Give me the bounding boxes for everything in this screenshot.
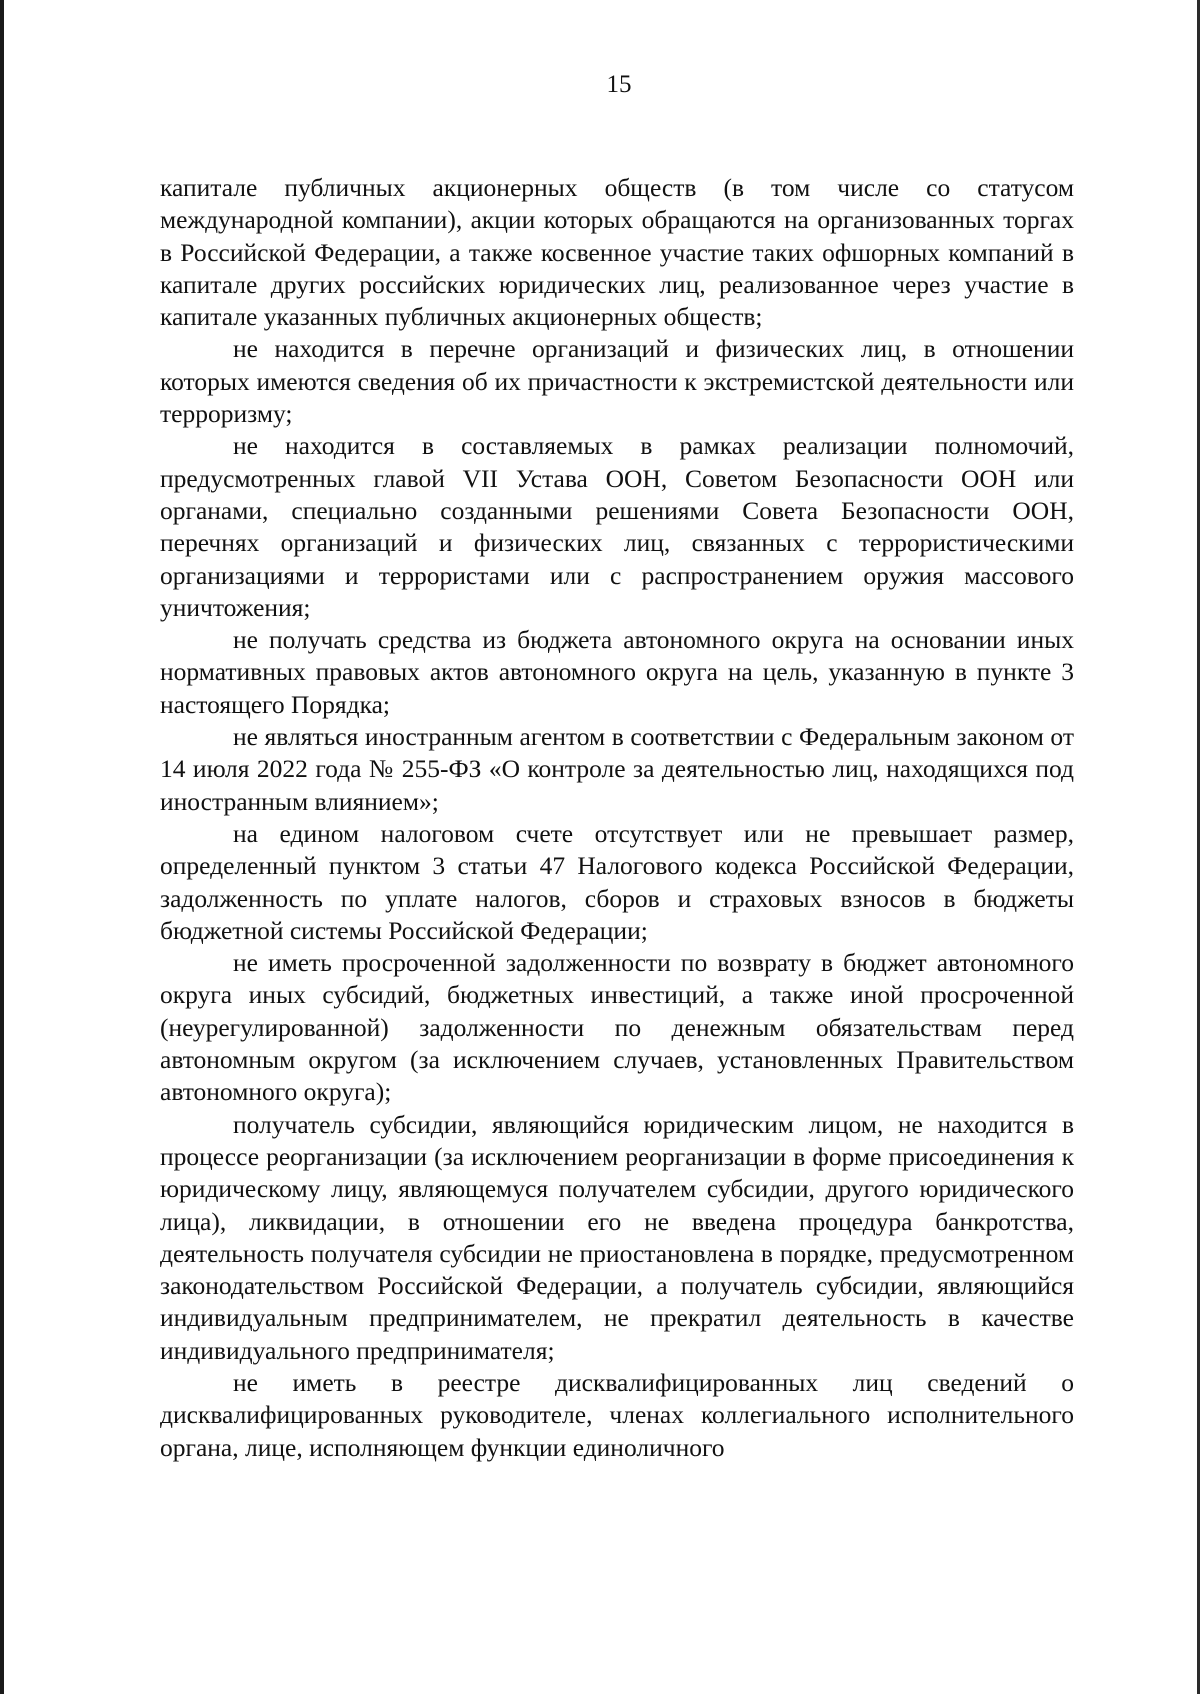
paragraph-continuation: капитале публичных акционерных обществ (в том числе со статусом международной компании), акции которых обращаются на организованных торгах в Российской Федерации, а также косвенное участие таких офшорных компаний в капитале других российских юридических лиц, реализованное через участие в капитале указанных публичных акционерных обществ;	[160, 173, 1074, 332]
paragraph-reorganization: получатель субсидии, являющийся юридическим лицом, не находится в процессе реорганизации (за исключением реорганизации в форме присоединения к юридическому лицу, являющемуся получателем субсидии, другого юридического лица), ликвидации, в отношении его не введена процедура банкротства, деятельность получателя субсидии не приостановлена в порядке, предусмотренном законодательством Российской Федерации, а получатель субсидии, являющийся индивидуальным предпринимателем, не прекратил деятельность в качестве индивидуального предпринимателя;	[160, 1109, 1074, 1365]
page-number: 15	[606, 71, 632, 98]
paragraph-extremism-list: не находится в перечне организаций и физических лиц, в отношении которых имеются сведения об их причастности к экстремистской деятельности или терроризму;	[160, 334, 1074, 429]
paragraph-disqualified-register: не иметь в реестре дисквалифицированных лиц сведений о дисквалифицированных руководителе, членах коллегиального исполнительного органа, лице, исполняющем функции единоличного	[160, 1367, 1074, 1462]
scan-edge-left	[0, 0, 4, 1694]
paragraph-un-lists: не находится в составляемых в рамках реализации полномочий, предусмотренных главой VII Устава ООН, Советом Безопасности ООН или органами, специально созданными решениями Совета Безопасности ООН, перечнях организаций и физических лиц, связанных с террористическими организациями и террористами или с распространением оружия массового уничтожения;	[160, 431, 1074, 622]
paragraph-overdue-debt: не иметь просроченной задолженности по возврату в бюджет автономного округа иных субсидий, бюджетных инвестиций, а также иной просроченной (неурегулированной) задолженности по денежным обязательствам перед автономным округом (за исключением случаев, установленных Правительством автономного округа);	[160, 948, 1074, 1107]
paragraph-budget-funds: не получать средства из бюджета автономного округа на основании иных нормативных правовых актов автономного округа на цель, указанную в пункте 3 настоящего Порядка;	[160, 625, 1074, 719]
document-body	[160, 172, 1074, 1464]
paragraph-foreign-agent: не являться иностранным агентом в соответствии с Федеральным законом от 14 июля 2022 года № 255-ФЗ «О контроле за деятельностью лиц, находящихся под иностранным влиянием»;	[160, 722, 1074, 816]
paragraph-tax-account: на едином налоговом счете отсутствует или не превышает размер, определенный пунктом 3 статьи 47 Налогового кодекса Российской Федерации, задолженность по уплате налогов, сборов и страховых взносов в бюджеты бюджетной системы Российской Федерации;	[160, 818, 1074, 945]
